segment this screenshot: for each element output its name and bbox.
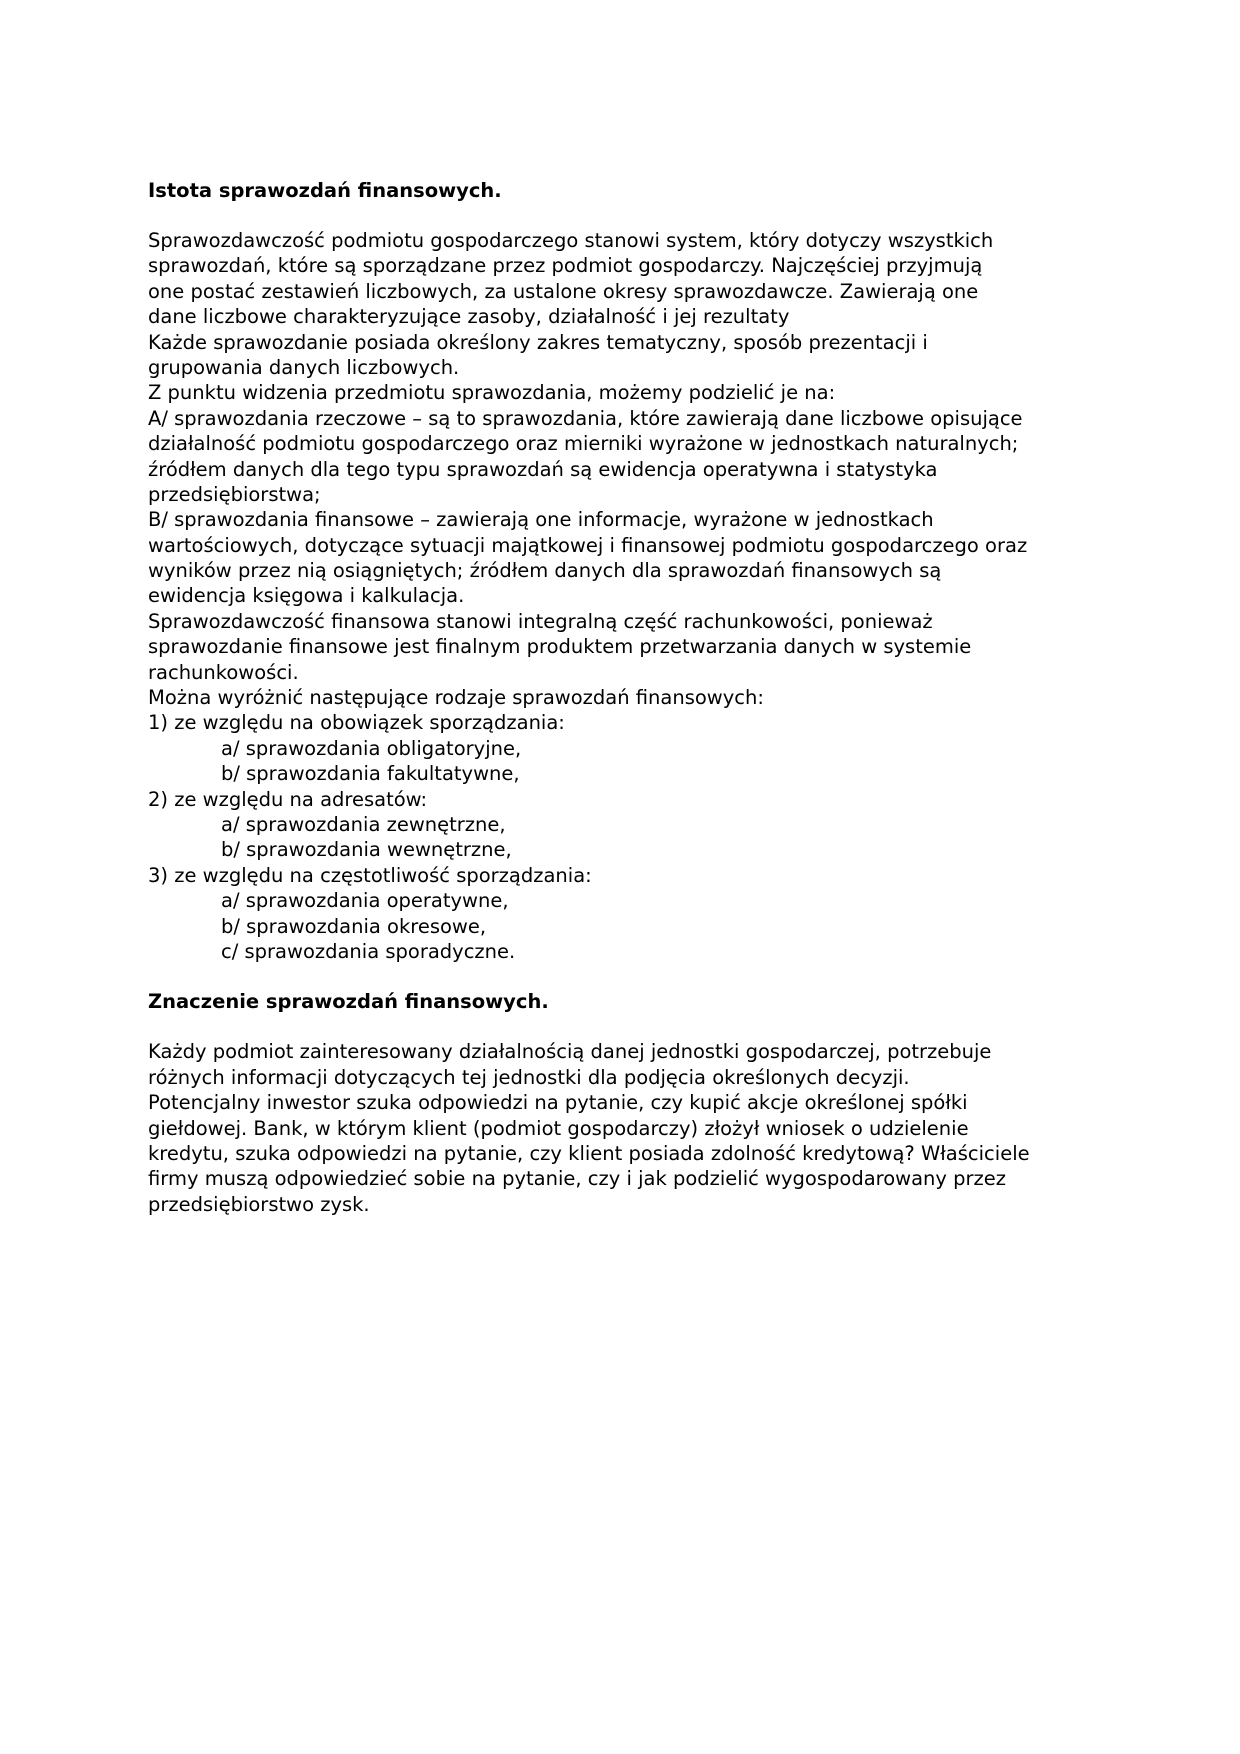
paragraph-line: kredytu, szuka odpowiedzi na pytanie, czy klient posiada zdolność kredytową? Właściciele	[148, 1141, 1030, 1165]
paragraph-line: różnych informacji dotyczących tej jednostki dla podjęcia określonych decyzji.	[148, 1065, 910, 1089]
section-2-heading: Znaczenie sprawozdań finansowych.	[148, 990, 549, 1014]
list-item: b/ sprawozdania wewnętrzne,	[221, 838, 512, 862]
paragraph-line: Potencjalny inwestor szuka odpowiedzi na pytanie, czy kupić akcje określonej spółki	[148, 1091, 968, 1115]
paragraph-line: firmy muszą odpowiedzieć sobie na pytanie, czy i jak podzielić wygospodarowany przez	[148, 1167, 1007, 1191]
list-item: a/ sprawozdania zewnętrzne,	[221, 812, 506, 836]
paragraph-line: ewidencja księgowa i kalkulacja.	[148, 584, 465, 608]
list-item: b/ sprawozdania fakultatywne,	[221, 762, 520, 786]
paragraph-line: przedsiębiorstwo zysk.	[148, 1192, 370, 1216]
list-item: a/ sprawozdania obligatoryjne,	[221, 736, 522, 760]
paragraph-line: Można wyróżnić następujące rodzaje sprawozdań finansowych:	[148, 686, 764, 710]
paragraph-line: giełdowej. Bank, w którym klient (podmiot gospodarczy) złożył wniosek o udzielenie	[148, 1116, 969, 1140]
list-item: b/ sprawozdania okresowe,	[221, 914, 487, 938]
paragraph-line: dane liczbowe charakteryzujące zasoby, działalność i jej rezultaty	[148, 305, 790, 329]
paragraph-line: Każde sprawozdanie posiada określony zakres tematyczny, sposób prezentacji i	[148, 330, 928, 354]
list-item: c/ sprawozdania sporadyczne.	[221, 939, 516, 963]
paragraph-line: sprawozdań, które są sporządzane przez podmiot gospodarczy. Najczęściej przyjmują	[148, 254, 983, 278]
section-2-body	[148, 1039, 1108, 1217]
paragraph-line: Sprawozdawczość podmiotu gospodarczego stanowi system, który dotyczy wszystkich	[148, 229, 994, 252]
list-item: a/ sprawozdania operatywne,	[221, 889, 509, 913]
paragraph-line: A/ sprawozdania rzeczowe – są to sprawozdania, które zawierają dane liczbowe opisujące	[148, 406, 1023, 430]
paragraph-line: Każdy podmiot zainteresowany działalnością danej jednostki gospodarczej, potrzebuje	[148, 1040, 992, 1064]
list-group-title: 3) ze względu na częstotliwość sporządzania:	[148, 863, 592, 887]
paragraph-line: Sprawozdawczość finansowa stanowi integralną część rachunkowości, ponieważ	[148, 609, 933, 633]
paragraph-line: rachunkowości.	[148, 660, 299, 684]
paragraph-line: działalność podmiotu gospodarczego oraz mierniki wyrażone w jednostkach naturalnych;	[148, 432, 1019, 456]
list-group-title: 2) ze względu na adresatów:	[148, 787, 428, 811]
paragraph-line: wartościowych, dotyczące sytuacji majątkowej i finansowej podmiotu gospodarczego oraz	[148, 533, 1028, 557]
paragraph-line: one postać zestawień liczbowych, za ustalone okresy sprawozdawcze. Zawierają one	[148, 279, 979, 303]
paragraph-line: sprawozdanie finansowe jest finalnym produktem przetwarzania danych w systemie	[148, 635, 972, 659]
section-1-body	[148, 228, 1108, 964]
paragraph-line: wyników przez nią osiągniętych; źródłem danych dla sprawozdań finansowych są	[148, 559, 942, 583]
paragraph-line: B/ sprawozdania finansowe – zawierają one informacje, wyrażone w jednostkach	[148, 508, 934, 532]
list-group-title: 1) ze względu na obowiązek sporządzania:	[148, 711, 565, 735]
paragraph-line: grupowania danych liczbowych.	[148, 355, 460, 379]
paragraph-line: źródłem danych dla tego typu sprawozdań są ewidencja operatywna i statystyka	[148, 457, 938, 481]
paragraph-line: przedsiębiorstwa;	[148, 482, 321, 506]
paragraph-line: Z punktu widzenia przedmiotu sprawozdania, możemy podzielić je na:	[148, 381, 836, 405]
document-page	[148, 178, 1108, 1217]
section-1-heading: Istota sprawozdań finansowych.	[148, 179, 502, 202]
